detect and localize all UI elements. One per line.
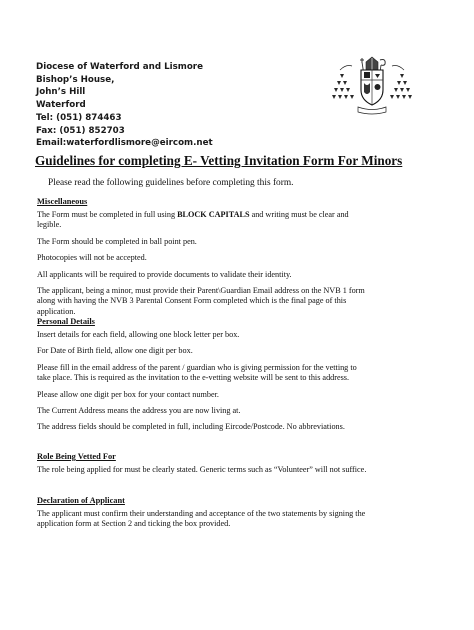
email: Email:waterfordlismore@eircom.net xyxy=(36,138,213,149)
paragraph: Photocopies will not be accepted. xyxy=(37,253,147,263)
paragraph: Please fill in the email address of the parent / guardian who is giving permission for the vetting to take place. This is required as the invitation to the e-vetting website will be sent to this address. xyxy=(37,362,357,383)
paragraph: All applicants will be required to provide documents to validate their identity. xyxy=(37,269,292,279)
address-line-3: Waterford xyxy=(36,100,86,111)
section-role xyxy=(37,451,367,481)
paragraph: The Form must be completed in full using BLOCK CAPITALS and writing must be clear and legible. xyxy=(37,210,349,230)
diocese-name: Diocese of Waterford and Lismore xyxy=(36,62,203,72)
paragraph: The applicant must confirm their understanding and acceptance of the two statements by signing the application form at Section 2 and ticking the box provided. xyxy=(37,509,366,529)
section-heading: Personal Details xyxy=(37,317,95,326)
address-line-2: John’s Hill xyxy=(36,87,86,98)
telephone: Tel: (051) 874463 xyxy=(36,112,122,123)
paragraph: For Date of Birth field, allow one digit per box. xyxy=(37,346,193,356)
section-personal-details xyxy=(37,316,367,439)
fax: Fax: (051) 852703 xyxy=(36,125,125,136)
paragraph: The address fields should be completed in full, including Eircode/Postcode. No abbreviations. xyxy=(37,422,345,432)
paragraph: The applicant, being a minor, must provide their Parent\Guardian Email address on the NVB 1 form along with having the NVB 3 Parental Consent Form completed which is the final page of this application. xyxy=(37,286,365,316)
section-heading: Miscellaneous xyxy=(37,197,88,206)
section-heading: Declaration of Applicant xyxy=(37,496,125,505)
address-line-1: Bishop’s House, xyxy=(36,74,115,85)
paragraph: The Form should be completed in ball point pen. xyxy=(37,236,197,246)
page-title: Guidelines for completing E- Vetting Invitation Form For Minors xyxy=(35,153,403,168)
section-declaration xyxy=(37,495,367,536)
paragraph: The role being applied for must be clearly stated. Generic terms such as “Volunteer” will not suffice. xyxy=(37,465,367,474)
emphasis-text: BLOCK CAPITALS xyxy=(177,210,250,219)
coat-of-arms-icon xyxy=(330,56,414,116)
paragraph: Insert details for each field, allowing one block letter per box. xyxy=(37,330,240,339)
paragraph: The Current Address means the address you are now living at. xyxy=(37,406,241,416)
section-heading: Role Being Vetted For xyxy=(37,452,116,461)
letterhead xyxy=(36,61,213,150)
paragraph: Please allow one digit per box for your contact number. xyxy=(37,389,219,399)
section-miscellaneous xyxy=(37,196,367,323)
intro-text: Please read the following guidelines before completing this form. xyxy=(48,178,294,188)
